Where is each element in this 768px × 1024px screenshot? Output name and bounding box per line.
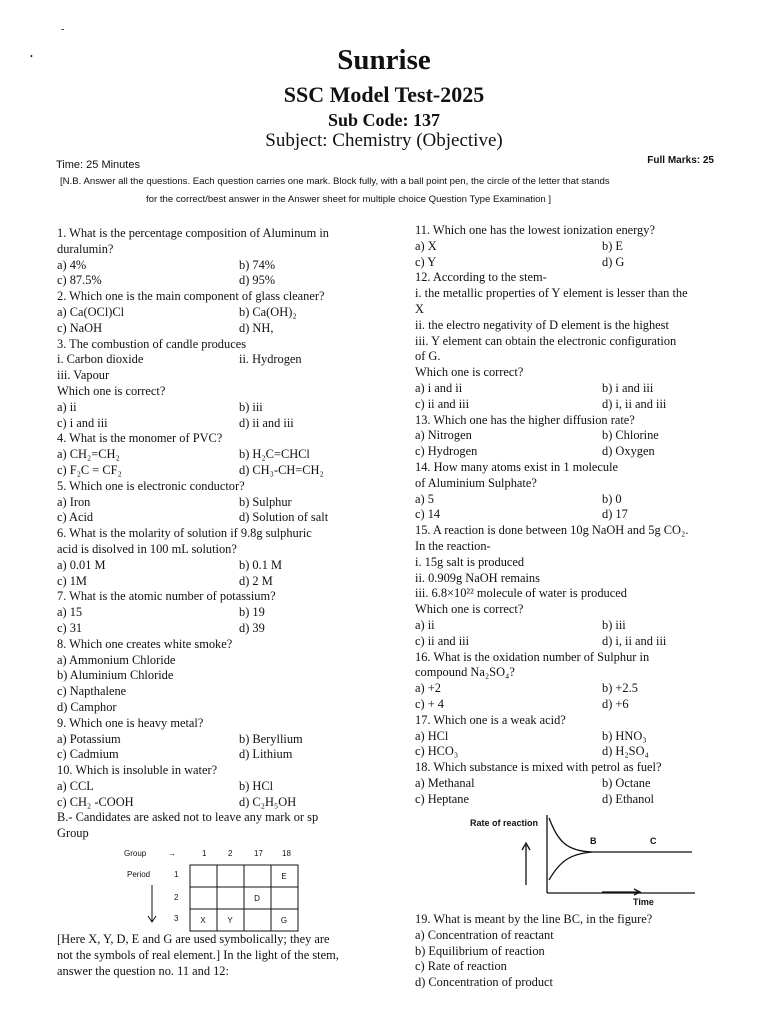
question-line — [415, 760, 745, 776]
question-line-text: a) CCL — [57, 778, 94, 793]
question-line-text: 9. Which one is heavy metal? — [57, 715, 204, 730]
question-line — [57, 795, 377, 811]
question-line-text: 7. What is the atomic number of potassium? — [57, 589, 276, 604]
question-line — [415, 492, 745, 508]
question-line — [57, 384, 377, 400]
question-line — [415, 650, 745, 666]
question-option-right: d) ii and iii — [239, 415, 294, 430]
question-line — [415, 444, 745, 460]
question-line-text: In the reaction- — [415, 538, 491, 553]
question-line-text: c) i and iii — [57, 415, 108, 430]
question-line — [57, 732, 377, 748]
reaction-rate-figure — [470, 815, 720, 915]
question-option-right: ii. Hydrogen — [239, 352, 302, 367]
question-19 — [415, 912, 745, 991]
question-line-text: c) Cadmium — [57, 747, 119, 762]
question-line-text: 4. What is the monomer of PVC? — [57, 431, 223, 446]
question-line-text: a) X — [415, 238, 437, 253]
question-option-right: d) 2 M — [239, 573, 273, 588]
question-option-right: d) i, ii and iii — [602, 633, 667, 648]
question-line — [57, 589, 377, 605]
question-option-right: d) NH, — [239, 320, 274, 335]
question-line-text: a) Potassium — [57, 731, 121, 746]
question-line — [57, 337, 377, 353]
question-line-text: a) HCl — [415, 728, 449, 743]
question-line — [415, 729, 745, 745]
question-line-text: 5. Which one is electronic conductor? — [57, 478, 245, 493]
question-line-text: a) 5 — [415, 491, 434, 506]
question-line-text: i. the metallic properties of Y element is lesser than the — [415, 286, 688, 301]
question-line — [415, 618, 745, 634]
question-option-right: b) iii — [239, 399, 263, 414]
question-line-text: 1. What is the percentage composition of Aluminum in — [57, 226, 329, 240]
question-line-text: a) Nitrogen — [415, 428, 472, 443]
stem-note — [57, 932, 377, 979]
question-line-text: b) Aluminium Chloride — [57, 668, 174, 683]
question-option-right: d) Oxygen — [602, 444, 655, 459]
periodic-table-figure — [124, 845, 304, 935]
question-line-text: a) CH₂=CH₂ — [57, 447, 120, 462]
question-line — [57, 637, 377, 653]
question-line-text: c) 1M — [57, 573, 87, 588]
stem-note-line: [Here X, Y, D, E and G are used symbolically; they are — [57, 932, 330, 946]
question-line — [415, 634, 745, 650]
question-option-right: b) 0 — [602, 491, 622, 506]
question-option-right: d) CH₃-CH=CH₂ — [239, 462, 324, 477]
question-line — [57, 447, 377, 463]
question-line — [57, 826, 377, 842]
question-option-right: b) iii — [602, 617, 626, 632]
question-line-text: 2. Which one is the main component of glass cleaner? — [57, 289, 325, 304]
question-line — [57, 479, 377, 495]
question-line-text: a) Ammonium Chloride — [57, 652, 176, 667]
question-line-text: 3. The combustion of candle produces — [57, 336, 247, 351]
question-line — [415, 507, 745, 523]
question-line — [415, 555, 745, 571]
question-line — [415, 349, 745, 365]
question-line-text: 16. What is the oxidation number of Sulphur in — [415, 649, 650, 664]
question-option-right: b) H₂C=CHCl — [239, 447, 310, 462]
question-line-text: 8. Which one creates white smoke? — [57, 636, 233, 651]
question-line-text: a) 4% — [57, 257, 87, 272]
subject-title: Subject: Chemistry (Objective) — [265, 130, 503, 151]
question-line — [415, 286, 745, 302]
question-line — [415, 318, 745, 334]
question-line-text: 12. According to the stem- — [415, 270, 547, 285]
cell-x: X — [200, 916, 206, 925]
question-line — [415, 270, 745, 286]
question-line — [57, 463, 377, 479]
left-question-column — [57, 226, 377, 842]
question-line — [57, 368, 377, 384]
question-line-text: d) Camphor — [57, 699, 117, 714]
question-option-right: b) Ca(OH)₂ — [239, 304, 297, 319]
question-option-right: b) Octane — [602, 775, 651, 790]
question-option-right: b) +2.5 — [602, 681, 638, 696]
question-line-text: 18. Which substance is mixed with petrol as fuel? — [415, 760, 662, 775]
right-question-column — [415, 223, 745, 807]
question-19-option-a: a) Concentration of reactant — [415, 927, 554, 942]
periodic-grid — [148, 865, 298, 931]
question-option-right: d) 39 — [239, 620, 265, 635]
question-line-text: 13. Which one has the higher diffusion rate? — [415, 412, 635, 427]
question-line — [415, 713, 745, 729]
cell-g: G — [280, 916, 288, 925]
question-line-text: a) 15 — [57, 605, 83, 620]
question-line — [415, 428, 745, 444]
question-option-right: d) H₂SO₄ — [602, 744, 649, 759]
question-line — [415, 302, 745, 318]
question-option-right: b) i and iii — [602, 380, 654, 395]
question-line-text: Which one is correct? — [415, 602, 524, 617]
question-line-text: iii. Vapour — [57, 368, 110, 383]
question-line-text: c) NaOH — [57, 320, 103, 335]
question-line-text: B.- Candidates are asked not to leave any mark or sp — [57, 810, 319, 825]
period-number-3: 3 — [174, 914, 179, 923]
question-line-text: c) Y — [415, 254, 437, 269]
question-line — [57, 542, 377, 558]
stem-note-line: not the symbols of real element.] In the light of the stem, — [57, 947, 339, 962]
question-line-text: 14. How many atoms exist in 1 molecule — [415, 459, 619, 474]
margin-mark-dot: • — [30, 52, 33, 61]
group-number-17: 17 — [254, 849, 263, 858]
question-line — [57, 510, 377, 526]
question-line-text: of Aluminium Sulphate? — [415, 475, 537, 490]
question-line-text: of G. — [415, 349, 441, 364]
question-line — [57, 321, 377, 337]
question-line — [415, 476, 745, 492]
period-label: Period — [127, 870, 151, 879]
question-line-text: a) Methanal — [415, 775, 475, 790]
group-number-2: 2 — [228, 849, 233, 858]
question-line-text: 10. Which is insoluble in water? — [57, 763, 218, 778]
margin-mark-dash: - — [61, 24, 65, 35]
question-line — [57, 352, 377, 368]
question-line-text: a) ii — [57, 399, 77, 414]
question-line — [57, 779, 377, 795]
question-line-text: c) F₂C = CF₂ — [57, 462, 122, 477]
group-label: Group — [124, 849, 147, 858]
question-line-text: c) Napthalene — [57, 684, 127, 699]
full-marks-label: Full Marks: 25 — [647, 155, 714, 166]
question-line — [57, 700, 377, 716]
question-option-right: d) +6 — [602, 696, 629, 711]
question-line — [57, 747, 377, 763]
question-option-right: b) Chlorine — [602, 428, 659, 443]
question-line-text: c) Acid — [57, 510, 94, 525]
question-line — [415, 223, 745, 239]
question-line-text: X — [415, 301, 424, 316]
question-line-text: ii. 0.909g NaOH remains — [415, 570, 540, 585]
question-line — [415, 776, 745, 792]
question-option-right: b) E — [602, 238, 623, 253]
point-c-label: C — [650, 836, 657, 846]
question-line-text: c) Hydrogen — [415, 444, 478, 459]
question-19-option-d: d) Concentration of product — [415, 975, 553, 990]
question-line-text: a) Ca(OCl)Cl — [57, 304, 125, 319]
question-line-text: i. 15g salt is produced — [415, 554, 525, 569]
question-line-text: i. Carbon dioxide — [57, 352, 144, 367]
question-line — [415, 334, 745, 350]
question-line — [415, 397, 745, 413]
question-option-right: b) HCl — [239, 778, 274, 793]
question-line — [57, 574, 377, 590]
question-option-right: d) C₂H₅OH — [239, 794, 297, 809]
question-line — [57, 305, 377, 321]
question-line — [57, 558, 377, 574]
question-option-right: b) 74% — [239, 257, 276, 272]
question-line — [57, 258, 377, 274]
question-line-text: a) 0.01 M — [57, 557, 106, 572]
question-option-right: d) 17 — [602, 507, 628, 522]
period-number-1: 1 — [174, 870, 179, 879]
question-line-text: 15. A reaction is done between 10g NaOH and 5g CO₂. — [415, 523, 689, 538]
question-line-text: c) HCO₃ — [415, 744, 459, 759]
question-line — [57, 763, 377, 779]
question-line — [415, 792, 745, 808]
question-line — [57, 416, 377, 432]
question-option-right: d) G — [602, 254, 625, 269]
question-line — [415, 381, 745, 397]
question-line — [57, 273, 377, 289]
cell-d: D — [254, 894, 260, 903]
question-line — [57, 684, 377, 700]
cell-e: E — [281, 872, 287, 881]
question-line-text: Which one is correct? — [415, 365, 524, 380]
sub-code: Sub Code: 137 — [327, 110, 441, 130]
question-line-text: duralumin? — [57, 241, 114, 256]
question-line — [415, 413, 745, 429]
question-line-text: c) Heptane — [415, 791, 470, 806]
question-line — [57, 668, 377, 684]
question-line — [415, 239, 745, 255]
time-label: Time: 25 Minutes — [56, 159, 140, 171]
question-19-option-b: b) Equilibrium of reaction — [415, 943, 545, 958]
question-line-text: a) Iron — [57, 494, 91, 509]
question-option-right: d) i, ii and iii — [602, 396, 667, 411]
instructions-line-2: for the correct/best answer in the Answer sheet for multiple choice Question Type Examination ] — [146, 194, 552, 205]
question-option-right: b) Sulphur — [239, 494, 292, 509]
question-line-text: iii. 6.8×10²² molecule of water is produced — [415, 586, 627, 601]
question-line-text: a) ii — [415, 617, 435, 632]
question-line — [415, 523, 745, 539]
question-line — [57, 226, 377, 242]
period-number-2: 2 — [174, 893, 179, 902]
question-line-text: 11. Which one has the lowest ionization energy? — [415, 223, 655, 237]
question-line — [57, 621, 377, 637]
question-line-text: a) i and ii — [415, 380, 463, 395]
question-19-text: 19. What is meant by the line BC, in the figure? — [415, 912, 653, 926]
cell-y: Y — [227, 916, 233, 925]
instructions-line-1: [N.B. Answer all the questions. Each question carries one mark. Block fully, with a ball point pen, the circle of the letter that stands — [60, 176, 610, 187]
question-line — [415, 681, 745, 697]
question-line-text: c) + 4 — [415, 696, 445, 711]
question-line — [415, 571, 745, 587]
question-line-text: c) 31 — [57, 620, 83, 635]
question-line — [57, 289, 377, 305]
question-line-text: c) ii and iii — [415, 396, 470, 411]
question-line — [415, 365, 745, 381]
question-line-text: c) ii and iii — [415, 633, 470, 648]
question-line — [57, 495, 377, 511]
question-option-right: d) Lithium — [239, 747, 293, 762]
reaction-curves — [522, 815, 695, 895]
group-number-18: 18 — [282, 849, 291, 858]
question-line-text: ii. the electro negativity of D element is the highest — [415, 317, 669, 332]
question-line — [57, 716, 377, 732]
group-number-1: 1 — [202, 849, 207, 858]
question-option-right: b) Beryllium — [239, 731, 303, 746]
question-line-text: a) +2 — [415, 681, 441, 696]
question-line — [57, 605, 377, 621]
question-line — [57, 810, 377, 826]
stem-note-line: answer the question no. 11 and 12: — [57, 963, 229, 978]
question-line-text: c) CH₂ -COOH — [57, 794, 134, 809]
question-line-text: c) 14 — [415, 507, 441, 522]
question-line-text: Which one is correct? — [57, 383, 166, 398]
question-line-text: compound Na₂SO₄? — [415, 665, 515, 680]
group-arrow: → — [168, 849, 176, 858]
question-option-right: b) 0.1 M — [239, 557, 283, 572]
page-title: Sunrise — [337, 44, 431, 76]
question-19-option-c: c) Rate of reaction — [415, 959, 507, 974]
question-line — [415, 744, 745, 760]
rate-axis-label: Rate of reaction — [470, 818, 539, 828]
question-option-right: d) Ethanol — [602, 791, 654, 806]
question-line-text: acid is disolved in 100 mL solution? — [57, 541, 237, 556]
question-line-text: Group — [57, 826, 89, 841]
exam-title: SSC Model Test-2025 — [283, 82, 485, 107]
question-line — [415, 586, 745, 602]
question-line — [415, 665, 745, 681]
question-line — [57, 242, 377, 258]
question-line — [57, 431, 377, 447]
question-option-right: b) 19 — [239, 605, 265, 620]
time-axis-label: Time — [633, 897, 654, 907]
question-line — [57, 653, 377, 669]
question-line-text: 6. What is the molarity of solution if 9.8g sulphuric — [57, 526, 312, 541]
question-option-right: b) HNO₃ — [602, 728, 647, 743]
question-option-right: d) Solution of salt — [239, 510, 329, 525]
question-line — [415, 697, 745, 713]
question-line — [415, 539, 745, 555]
question-line — [57, 400, 377, 416]
question-line-text: iii. Y element can obtain the electronic configuration — [415, 333, 677, 348]
question-line-text: c) 87.5% — [57, 273, 102, 288]
question-line — [57, 526, 377, 542]
question-line — [415, 460, 745, 476]
question-line-text: 17. Which one is a weak acid? — [415, 712, 566, 727]
question-line — [415, 255, 745, 271]
point-b-label: B — [590, 836, 597, 846]
question-option-right: d) 95% — [239, 273, 276, 288]
question-line — [415, 602, 745, 618]
